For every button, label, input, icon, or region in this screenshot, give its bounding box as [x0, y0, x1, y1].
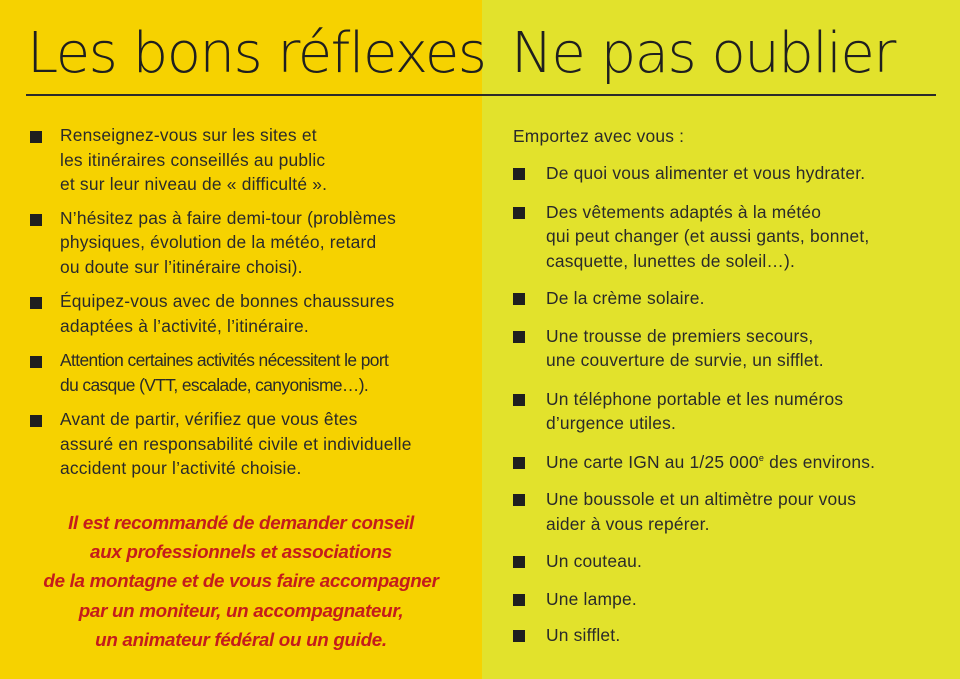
square-bullet-icon: [513, 630, 525, 642]
square-bullet-icon: [513, 293, 525, 305]
list-item-text: Équipez-vous avec de bonnes chaussures adaptées à l’activité, l’itinéraire.: [60, 291, 395, 336]
checklist: [513, 161, 948, 648]
list-item: [513, 200, 948, 274]
list-item-text: N’hésitez pas à faire demi-tour (problèmes physiques, évolution de la météo, retard ou doute sur l’itinéraire choisi).: [60, 207, 397, 277]
square-bullet-icon: [513, 457, 525, 469]
square-bullet-icon: [513, 494, 525, 506]
list-item-text: Un téléphone portable et les numéros d’urgence utiles.: [546, 388, 844, 433]
intro-text: Emportez avec vous :: [513, 126, 685, 146]
left-title: Les bons réflexes: [27, 21, 486, 86]
list-item: [513, 324, 948, 373]
list-item: [513, 286, 948, 311]
list-item-text: De quoi vous alimenter et vous hydrater.: [546, 163, 866, 183]
square-bullet-icon: [513, 594, 525, 606]
list-item: [513, 487, 948, 536]
list-item: [30, 206, 470, 280]
reflexes-list: [30, 123, 470, 481]
list-item-text: Une carte IGN au 1/25 000e des environs.: [546, 451, 876, 472]
list-item-text: Une lampe.: [546, 588, 637, 609]
list-item: [513, 549, 948, 574]
list-item: [30, 123, 470, 197]
square-bullet-icon: [30, 356, 42, 368]
list-item-text: Avant de partir, vérifiez que vous êtes assuré en responsabilité civile et individuelle accident pour l’activité choisie.: [60, 409, 412, 478]
list-item: [513, 623, 948, 648]
list-item-text: Un sifflet.: [546, 625, 621, 645]
list-item-text: Un couteau.: [546, 551, 642, 571]
square-bullet-icon: [30, 131, 42, 143]
list-item-text: Une boussole et un altimètre pour vous aider à vous repérer.: [546, 489, 857, 534]
square-bullet-icon: [513, 331, 525, 343]
square-bullet-icon: [513, 168, 525, 180]
list-item-text: Une trousse de premiers secours, une couverture de survie, un sifflet.: [546, 325, 824, 370]
list-item: [513, 161, 948, 186]
square-bullet-icon: [513, 207, 525, 219]
title-divider: [26, 94, 936, 96]
list-item-text: De la crème solaire.: [546, 288, 705, 308]
recommendation-text: Il est recommandé de demander conseil aux professionnels et associations de la montagne et de vous faire accompagner par un moniteur, un accompagnateur, un animateur fédéral ou un guide.: [43, 512, 439, 650]
list-item: [513, 587, 948, 612]
list-item: [30, 407, 470, 481]
list-item-text: Renseignez-vous sur les sites et les itinéraires conseillés au public et sur leur niveau de « difficulté ».: [60, 125, 328, 194]
square-bullet-icon: [513, 556, 525, 568]
list-item: [30, 348, 470, 397]
square-bullet-icon: [30, 297, 42, 309]
right-title: Ne pas oublier: [511, 21, 895, 86]
list-item: [513, 450, 948, 475]
list-item-text: Attention certaines activités nécessitent le port du casque (VTT, escalade, canyonisme…).: [60, 350, 389, 395]
list-item-text: Des vêtements adaptés à la météo qui peut changer (et aussi gants, bonnet, casquette, lunettes de soleil…).: [546, 201, 870, 271]
list-item: [513, 387, 948, 436]
square-bullet-icon: [30, 415, 42, 427]
list-item: [30, 289, 470, 338]
square-bullet-icon: [30, 214, 42, 226]
square-bullet-icon: [513, 394, 525, 406]
